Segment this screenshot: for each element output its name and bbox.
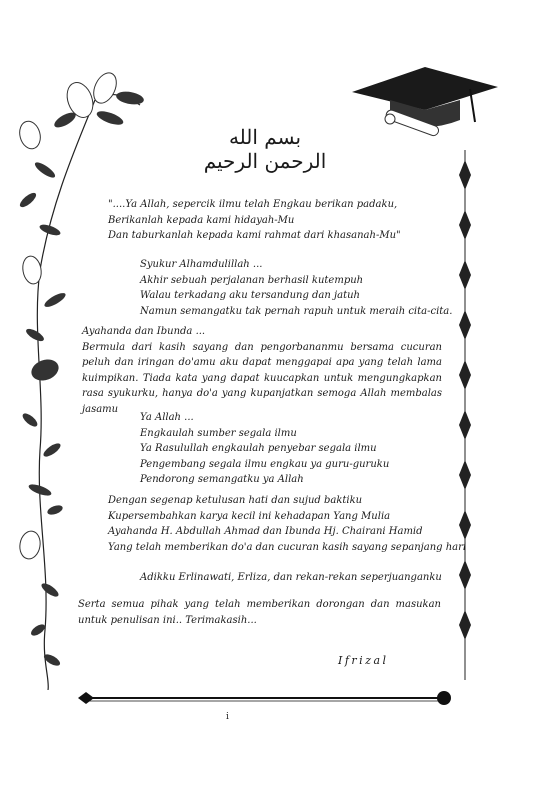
quote-line: Berikanlah kepada kami hidayah-Mu <box>108 214 295 226</box>
verse-line: Syukur Alhamdulillah ... <box>140 259 263 270</box>
siblings-line: Adikku Erlinawati, Erliza, dan rekan-rekan seperjuanganku <box>140 572 442 583</box>
verse-line: Kupersembahkan karya kecil ini kehadapan Yang Mulia <box>108 510 391 522</box>
verse-line: Ya Rasulullah engkaulah penyebar segala ilmu <box>140 443 377 454</box>
verse-line: Dengan segenap ketulusan hati dan sujud baktiku <box>108 495 363 506</box>
verse-line: Pendorong semangatku ya Allah <box>140 474 304 485</box>
verse-line: Ya Allah ... <box>140 412 194 423</box>
thanks-paragraph: Serta semua pihak yang telah memberikan dorongan dan masukan untuk penulisan ini.. Terimakasih... <box>78 599 441 626</box>
verse-line: Ayahanda H. Abdullah Ahmad dan Ibunda Hj. Chairani Hamid <box>108 526 423 537</box>
gratitude-verse <box>140 257 452 319</box>
verse-line: Yang telah memberikan do'a dan cucuran kasih sayang sepanjang hari <box>108 541 467 553</box>
opening-quote <box>108 197 401 244</box>
prayer-verse <box>140 410 389 488</box>
parents-heading: Ayahanda dan Ibunda ... <box>82 326 206 337</box>
verse-line: Pengembang segala ilmu engkau ya guru-guruku <box>140 458 390 470</box>
verse-line: Namun semangatku tak pernah rapuh untuk meraih cita-cita. <box>140 305 453 317</box>
dedication-verse <box>108 493 466 555</box>
parents-body: Bermula dari kasih sayang dan pengorbananmu bersama cucuran peluh dan iringan do'amu aku dapat menggapai apa yang telah lama kuimpikan. Tiada kata yang dapat kuucapkan untuk mengungkapkan rasa syukurku, hanya do'a yang kupanjatkan semoga Allah membalas jasamu <box>82 341 442 415</box>
quote-line: Dan taburkanlah kepada kami rahmat dari khasanah-Mu" <box>108 230 401 241</box>
verse-line: Walau terkadang aku tersandung dan jatuh <box>140 290 360 301</box>
basmala-calligraphy: بسم الله الرحمن الرحيم <box>203 125 327 173</box>
verse-line: Akhir sebuah perjalanan berhasil kutempuh <box>140 274 364 286</box>
bottom-divider <box>78 688 453 708</box>
page-number: i <box>226 712 229 722</box>
author-signature: Ifrizal <box>338 654 389 667</box>
right-border-ornament <box>455 150 475 680</box>
parents-paragraph <box>82 324 442 417</box>
graduation-cap-icon <box>350 62 500 152</box>
verse-line: Engkaulah sumber segala ilmu <box>140 427 297 439</box>
quote-line: "....Ya Allah, sepercik ilmu telah Engkau berikan padaku, <box>108 199 398 210</box>
